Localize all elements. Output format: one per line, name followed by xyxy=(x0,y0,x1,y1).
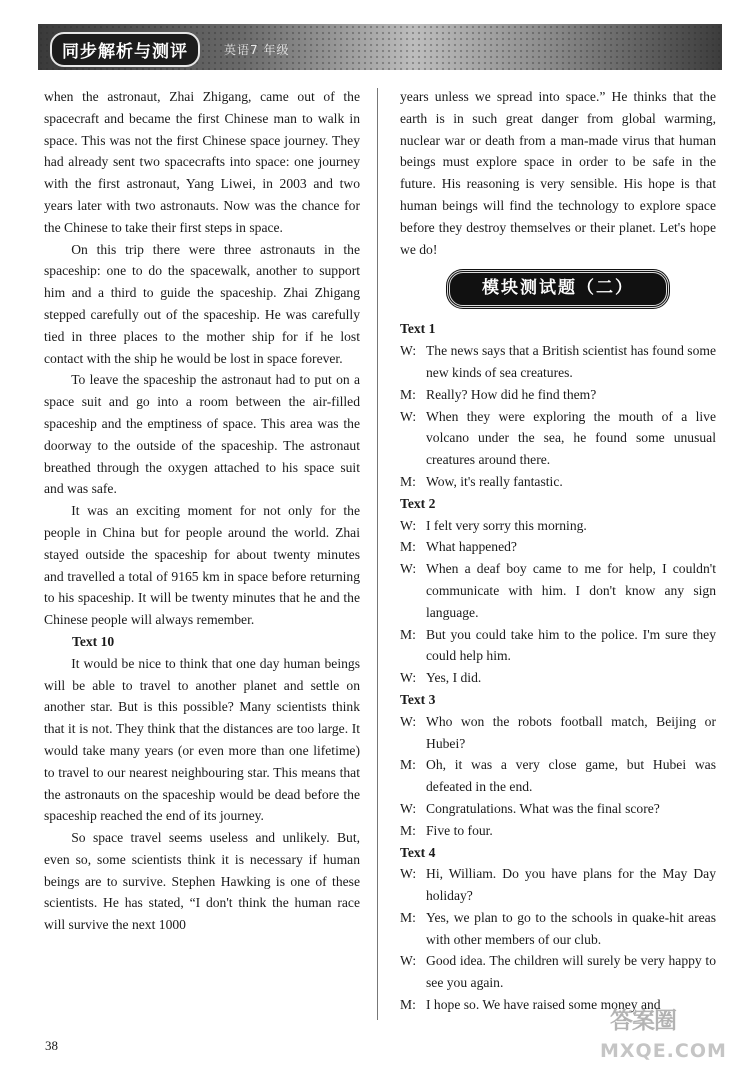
dialogue-line xyxy=(400,754,716,798)
paragraph: It was an exciting moment for not only for the people in China but for people around the world. Zhai stayed outside the spaceship for about twenty minutes and travelled a total of 9165 km in space before returning to his spaceship. It will be twenty minutes that he and the Chinese people will always remember. xyxy=(44,503,360,628)
dialogue-line xyxy=(400,406,716,471)
utterance: The news says that a British scientist has found some new kinds of sea creatures. xyxy=(426,343,716,380)
text-heading: Text 10 xyxy=(72,633,115,649)
paragraph: To leave the spaceship the astronaut had to put on a space suit and go into a room between the air-filled spaceship and the emptiness of space. This area was the doorway to the outside of the spaceship. The astronaut breathed through the oxygen attached to his space suit and was safe. xyxy=(44,372,360,497)
dialogue-line xyxy=(400,384,716,406)
section-banner xyxy=(400,260,716,318)
page-number: 38 xyxy=(45,1038,58,1053)
speaker-label: M: xyxy=(400,539,416,555)
utterance: Hi, William. Do you have plans for the May Day holiday? xyxy=(426,866,716,904)
book-series-subtitle: 英语7 年级 xyxy=(224,43,290,57)
column-divider xyxy=(377,88,378,1020)
paragraph: years unless we spread into space.” He thinks that the earth is in such great danger from global warming, nuclear war or death from a man-made virus that human beings must explore space in order to be safe in the future. His reasoning is very sensible. His hope is that human beings will find the technology to explore space before they destroy themselves or their planet. Let's hope we do! xyxy=(400,89,716,257)
speaker-label: M: xyxy=(400,626,416,642)
speaker-label: M: xyxy=(400,822,416,838)
paragraph: when the astronaut, Zhai Zhigang, came out of the spacecraft and became the first Chinese man to walk in space. This was not the first Chinese space journey. They had already sent two spacecrafts into space: one journey with the first astronaut, Yang Liwei, in 2003 and two years later with two astronauts. Now was the chance for the Chinese to take their first steps in space. xyxy=(44,89,360,235)
utterance: What happened? xyxy=(426,539,517,555)
dialogue-line xyxy=(400,624,716,668)
utterance: Wow, it's really fantastic. xyxy=(426,473,563,489)
utterance: But you could take him to the police. I'm sure they could help him. xyxy=(426,626,716,664)
dialogue-line xyxy=(400,798,716,820)
utterance: Good idea. The children will surely be very happy to see you again. xyxy=(426,953,716,991)
speaker-label: M: xyxy=(400,386,416,402)
utterance: When they were exploring the mouth of a live volcano under the sea, he found some unusual creatures around there. xyxy=(426,408,716,468)
speaker-label: M: xyxy=(400,909,416,925)
dialogue-line xyxy=(400,950,716,994)
speaker-label: W: xyxy=(400,953,417,969)
speaker-label: W: xyxy=(400,408,417,424)
speaker-label: W: xyxy=(400,343,417,359)
dialogue-line xyxy=(400,820,716,842)
utterance: Congratulations. What was the final score? xyxy=(426,800,660,816)
right-column xyxy=(400,86,716,1016)
section-title: 模块测试题（二） xyxy=(447,270,669,308)
utterance: Who won the robots football match, Beijing or Hubei? xyxy=(426,713,716,751)
watermark-logo: 答案圈 xyxy=(610,1008,676,1034)
dialogue-line xyxy=(400,515,716,537)
utterance: I hope so. We have raised some money and xyxy=(426,997,661,1013)
left-column xyxy=(44,86,360,936)
text-heading: Text 3 xyxy=(400,691,436,707)
dialogue-line xyxy=(400,667,716,689)
utterance: Really? How did he find them? xyxy=(426,386,597,402)
dialogue-line xyxy=(400,340,716,384)
speaker-label: W: xyxy=(400,517,417,533)
speaker-label: M: xyxy=(400,473,416,489)
utterance: Five to four. xyxy=(426,822,493,838)
speaker-label: W: xyxy=(400,866,417,882)
dialogue-line xyxy=(400,863,716,907)
paragraph: So space travel seems useless and unlikely. But, even so, some scientists think it is necessary if human beings are to survive. Stephen Hawking is one of these scientists. He has stated, “I don't think the human race will survive the next 1000 xyxy=(44,830,360,933)
text-heading: Text 2 xyxy=(400,495,436,511)
utterance: Oh, it was a very close game, but Hubei was defeated in the end. xyxy=(426,757,716,795)
paragraph: It would be nice to think that one day human beings will be able to travel to another planet and settle on another star. But is this possible? Many scientists think that it is not. They think that the distances are too large. It would take many years (or even more than one lifetime) to travel to our nearest neighbouring star. This means that the astronauts on the spaceship would be dead before the spaceship reached the end of its journey. xyxy=(44,655,360,824)
utterance: Yes, I did. xyxy=(426,670,482,686)
speaker-label: W: xyxy=(400,713,417,729)
page-header xyxy=(38,24,722,70)
dialogue-line xyxy=(400,471,716,493)
book-series-title: 同步解析与测评 xyxy=(50,32,200,67)
speaker-label: W: xyxy=(400,561,417,577)
utterance: Yes, we plan to go to the schools in quake-hit areas with other members of our club. xyxy=(426,909,716,947)
speaker-label: M: xyxy=(400,757,416,773)
utterance: I felt very sorry this morning. xyxy=(426,517,587,533)
paragraph: On this trip there were three astronauts in the spaceship: one to do the spacewalk, another to support him and a third to guide the spaceship. Zhai Zhigang stepped carefully out of the spaceship. He was carefully tied in three places to the mother ship for if he lost contact with the ship he would be lost in space forever. xyxy=(44,241,360,366)
dialogue-line xyxy=(400,907,716,951)
speaker-label: M: xyxy=(400,997,416,1013)
speaker-label: W: xyxy=(400,800,417,816)
dialogue-line xyxy=(400,536,716,558)
dialogue-line xyxy=(400,558,716,623)
utterance: When a deaf boy came to me for help, I couldn't communicate with him. I don't know any sign language. xyxy=(426,561,716,620)
text-heading: Text 1 xyxy=(400,321,436,337)
watermark-url: MXQE.COM xyxy=(600,1040,727,1062)
text-heading: Text 4 xyxy=(400,844,436,860)
speaker-label: W: xyxy=(400,670,417,686)
dialogue-line xyxy=(400,711,716,755)
